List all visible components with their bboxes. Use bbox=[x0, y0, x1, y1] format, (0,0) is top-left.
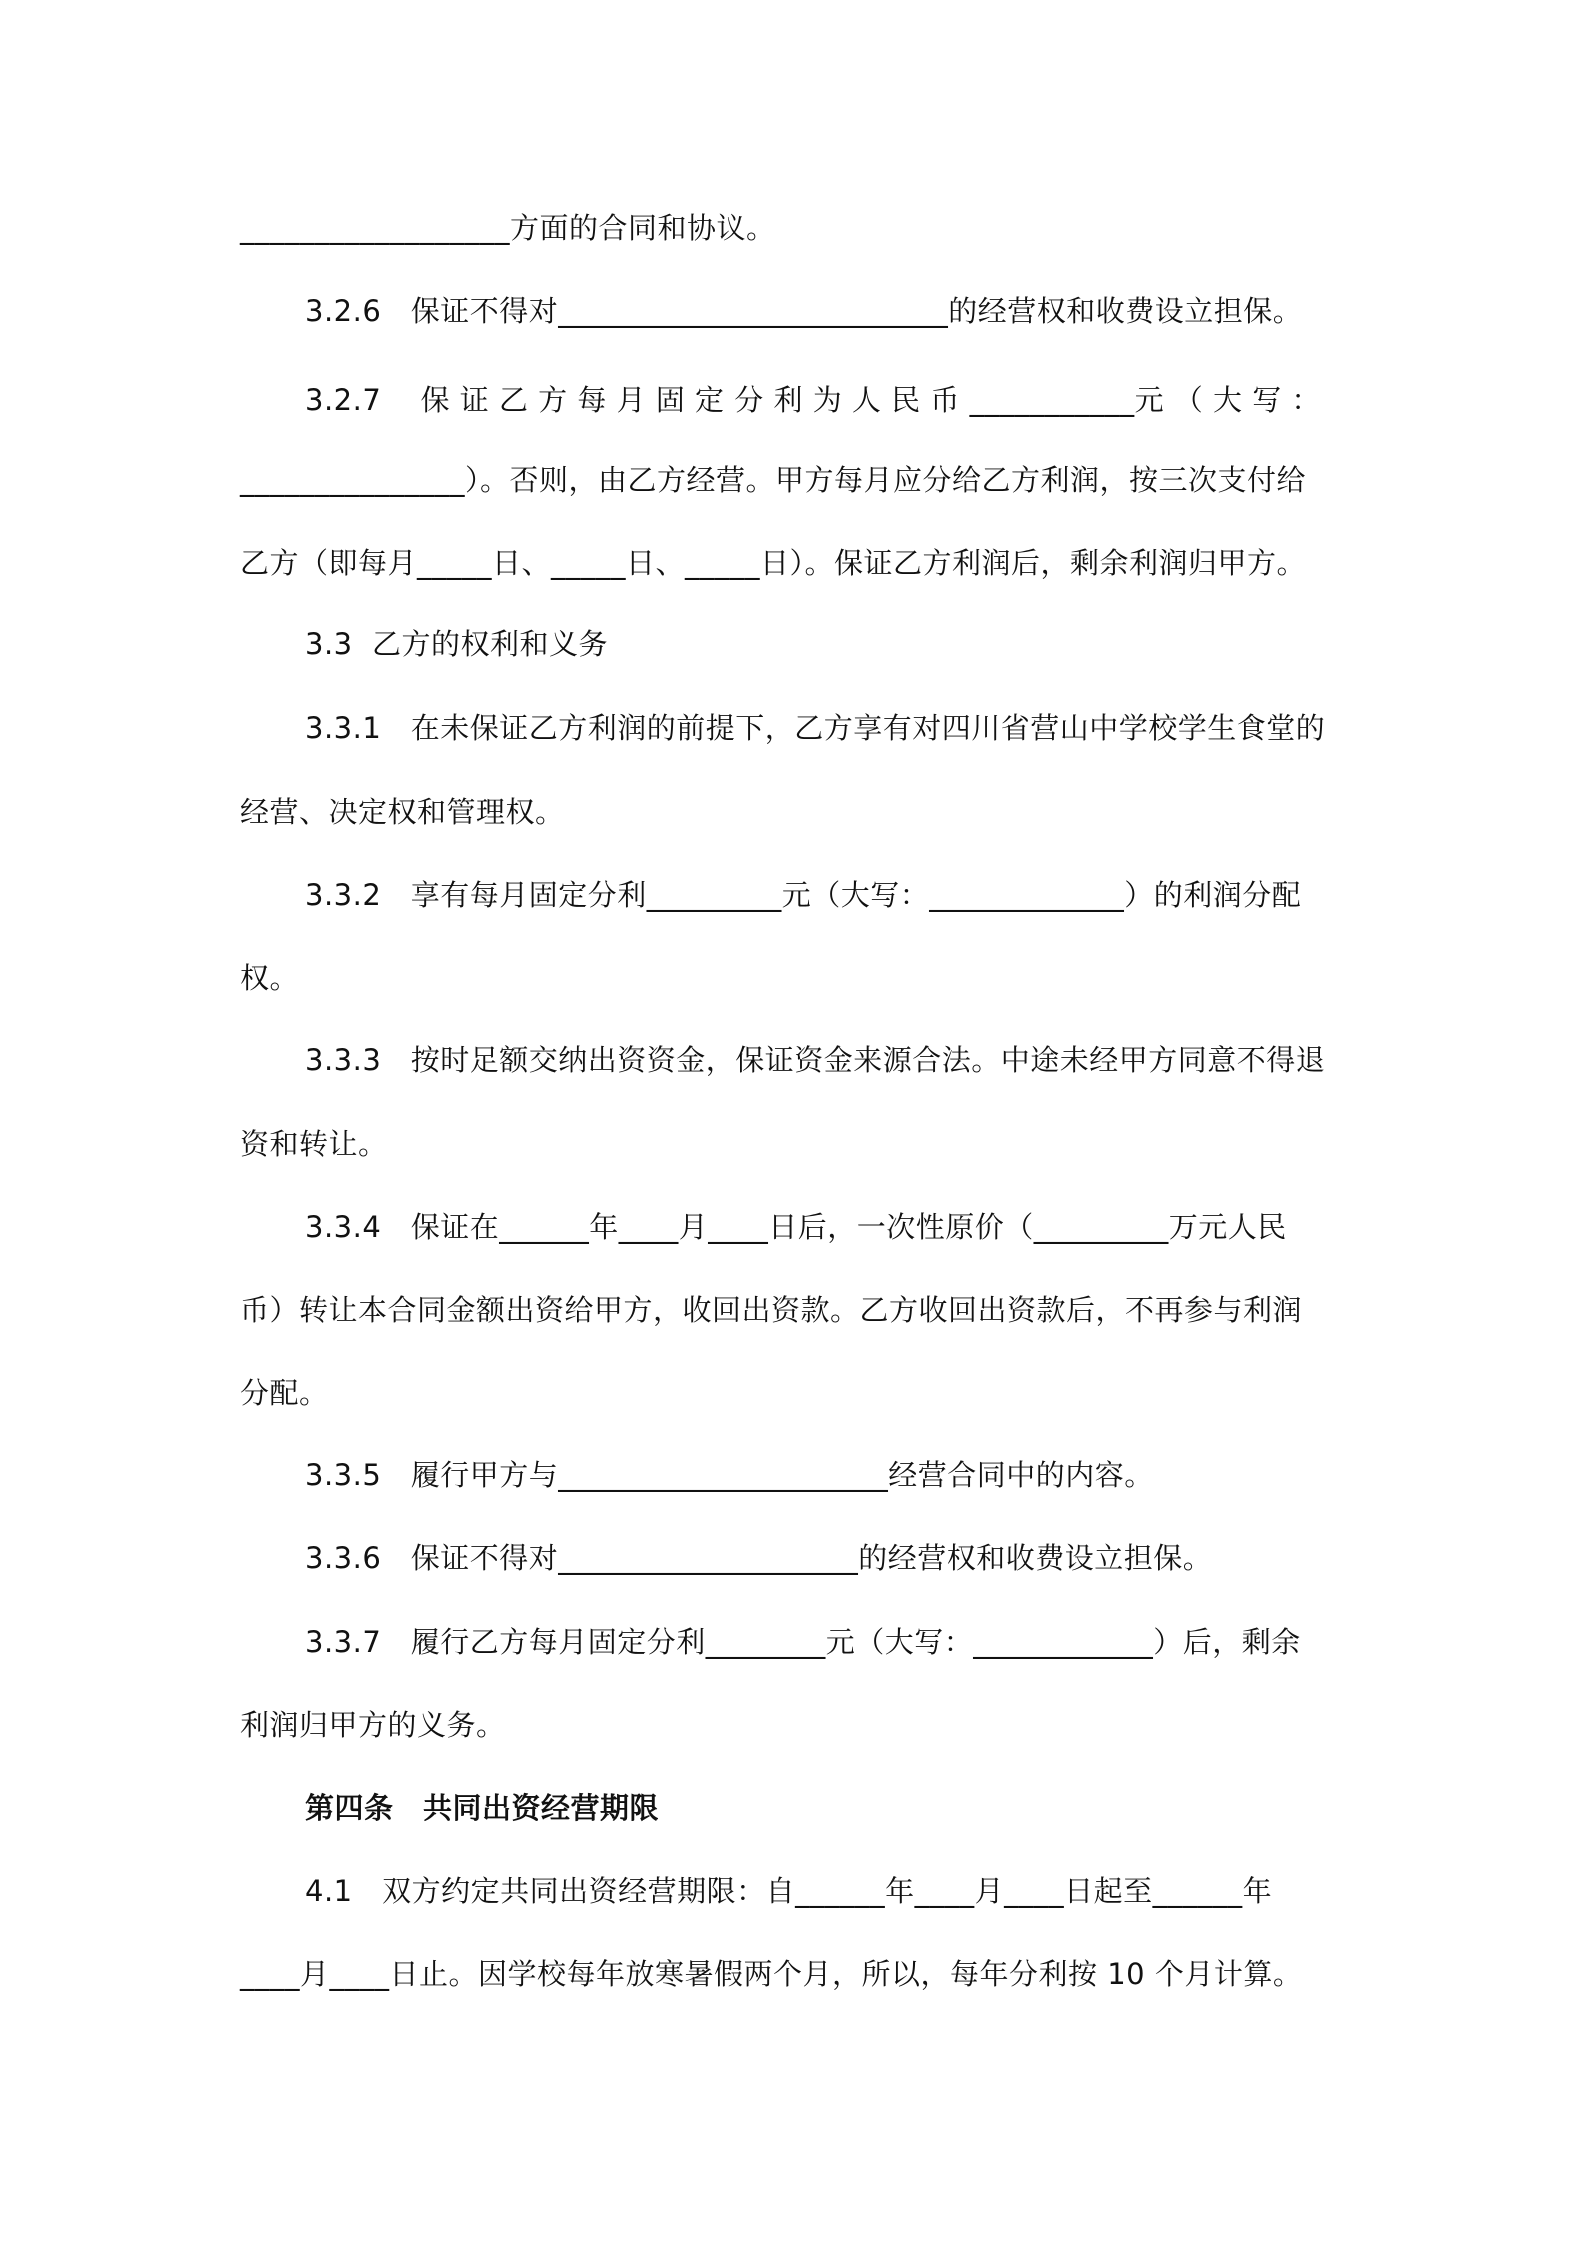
clause-3-3-2: 3.3.2 享有每月固定分利_________元（大写：_____________）的利润分配 bbox=[305, 878, 1302, 912]
text-line: _______________）。否则，由乙方经营。甲方每月应分给乙方利润，按三次支付给 bbox=[240, 463, 1307, 497]
clause-3-3-3: 3.3.3 按时足额交纳出资资金，保证资金来源合法。中途未经甲方同意不得退 bbox=[305, 1043, 1326, 1077]
clause-3-3-1: 3.3.1 在未保证乙方利润的前提下，乙方享有对四川省营山中学校学生食堂的 bbox=[305, 711, 1326, 745]
clause-3-3-6: 3.3.6 保证不得对____________________的经营权和收费设立担保。 bbox=[305, 1541, 1213, 1575]
text-line: 利润归甲方的义务。 bbox=[240, 1708, 506, 1742]
text-line: 分配。 bbox=[240, 1376, 329, 1410]
clause-3-3-5: 3.3.5 履行甲方与______________________经营合同中的内容。 bbox=[305, 1458, 1154, 1492]
clause-3-2-7: 3.2.7 保 证 乙 方 每 月 固 定 分 利 为 人 民 币 ___________元 （ 大 写 ： bbox=[305, 383, 1321, 417]
text-line: __________________方面的合同和协议。 bbox=[240, 211, 776, 245]
clause-4-1: 4.1 双方约定共同出资经营期限：自______年____月____日起至______年 bbox=[305, 1874, 1273, 1908]
text-line: ____月____日止。因学校每年放寒暑假两个月，所以，每年分利按 10 个月计算。 bbox=[240, 1957, 1303, 1991]
article-4-heading: 第四条 共同出资经营期限 bbox=[305, 1791, 660, 1825]
text-line: 经营、决定权和管理权。 bbox=[240, 795, 565, 829]
clause-3-3-4: 3.3.4 保证在______年____月____日后，一次性原价（_________万元人民 bbox=[305, 1210, 1287, 1244]
clause-3-2-6: 3.2.6 保证不得对__________________________的经营权和收费设立担保。 bbox=[305, 294, 1303, 328]
section-3-3-heading: 3.3 乙方的权利和义务 bbox=[305, 627, 609, 661]
text-line: 权。 bbox=[240, 961, 300, 995]
clause-3-3-7: 3.3.7 履行乙方每月固定分利________元（大写：____________）后，剩余 bbox=[305, 1625, 1301, 1659]
text-line: 乙方（即每月_____日、_____日、_____日）。保证乙方利润后，剩余利润归甲方。 bbox=[240, 546, 1307, 580]
text-line: 资和转让。 bbox=[240, 1127, 388, 1161]
text-line: 币）转让本合同金额出资给甲方，收回出资款。乙方收回出资款后，不再参与利润 bbox=[240, 1293, 1303, 1327]
